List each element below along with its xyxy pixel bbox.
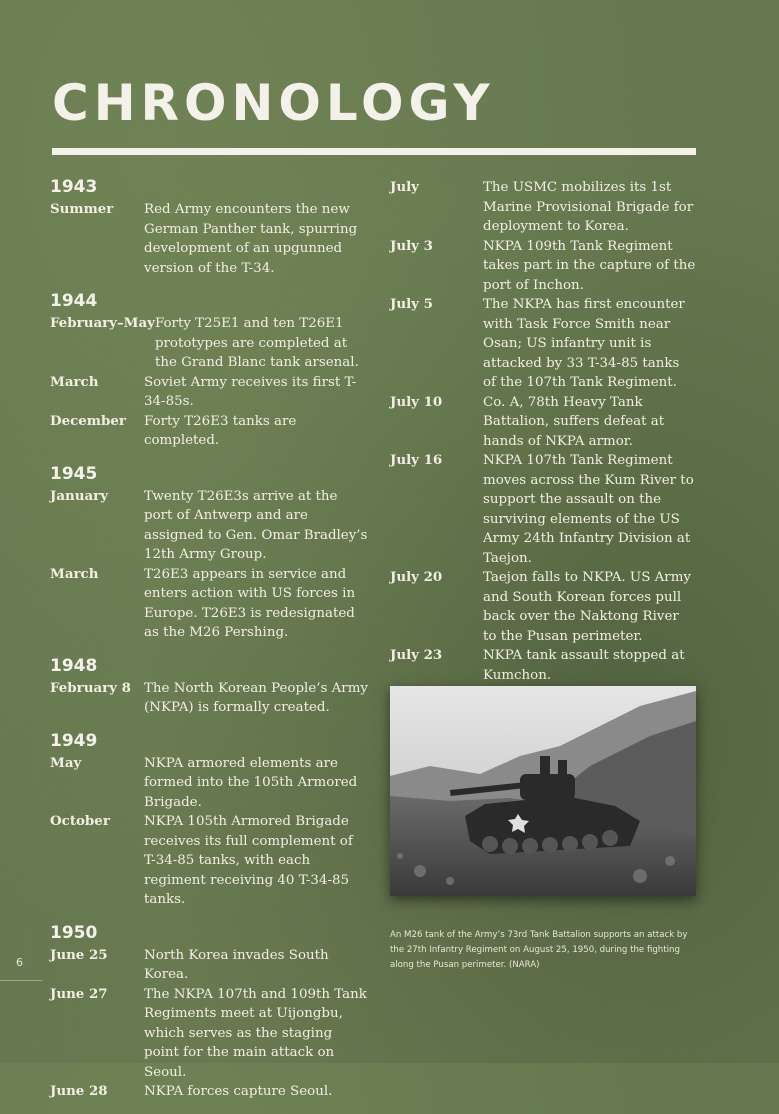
chronology-entry [390,237,696,296]
entry-text: NKPA 109th Tank Regiment takes part in the capture of the port of Inchon. [483,238,696,293]
chronology-entry [390,393,696,452]
chronology-entry [50,946,368,985]
entry-text: NKPA 105th Armored Brigade receives its full complement of T-34-85 tanks, with each regiment receiving 40 T-34-85 tanks. [144,814,353,907]
year-section [50,290,368,451]
entry-text: Red Army encounters the new German Panther tank, spurring development of an upgunned version of the T-34. [144,202,358,276]
entry-date: July 16 [390,452,443,468]
entry-date: June 28 [50,1083,108,1099]
year-section [50,655,368,718]
chronology-entry [390,451,696,568]
year-section [50,176,368,278]
year-heading: 1948 [50,655,98,676]
entry-date: June 27 [50,985,108,1002]
year-section [50,730,368,910]
title-rule [52,148,696,155]
entry-date: June 25 [50,946,108,963]
entry-text: NKPA tank assault stopped at Kumchon. [483,648,685,683]
m26-tank-photo [390,686,696,896]
entry-date: July 5 [390,296,433,312]
chronology-entry [50,679,368,718]
chronology-left-column [50,176,368,1114]
chronology-entry [50,812,368,910]
entry-text: The NKPA 107th and 109th Tank Regiments meet at Uijongbu, which serves as the staging point for the main attack on Seoul. [144,986,367,1080]
year-heading: 1949 [50,730,98,751]
entry-date: Summer [50,201,114,217]
entry-date: March [50,565,99,582]
page-number-rule [0,980,42,981]
chronology-entry [50,1082,368,1102]
chronology-right-column [390,178,696,685]
chronology-entry [50,487,368,565]
entry-text: NKPA forces capture Seoul. [144,1084,333,1099]
entry-date: October [50,813,110,829]
year-section [50,463,368,643]
entry-date: February–May [50,315,155,331]
year-heading: 1944 [50,291,98,311]
entry-date: July 3 [390,237,433,254]
chronology-entry [50,412,368,451]
chronology-entry [390,295,696,393]
entry-text: Twenty T26E3s arrive at the port of Antwerp and are assigned to Gen. Omar Bradley’s 12th Army Group. [144,488,368,562]
entry-text: Forty T25E1 and ten T26E1 prototypes are completed at the Grand Blanc tank arsenal. [154,316,359,370]
entry-text: The North Korean People’s Army (NKPA) is formally created. [144,680,368,715]
entry-text: North Korea invades South Korea. [144,947,329,982]
entry-date: January [50,487,108,504]
entry-date: July 23 [390,647,443,663]
entry-text: Co. A, 78th Heavy Tank Battalion, suffers defeat at hands of NKPA armor. [483,394,665,449]
entry-date: July 20 [390,569,443,585]
page-title: CHRONOLOGY [52,74,495,132]
chronology-entry [50,565,368,643]
entry-text: NKPA armored elements are formed into the 105th Armored Brigade. [144,755,358,810]
entry-date: July [390,179,419,195]
entry-text: Taejon falls to NKPA. US Army and South Korean forces pull back over the Naktong River to the Pusan perimeter. [483,570,691,644]
entry-date: February 8 [50,679,131,696]
chronology-entry [50,373,368,412]
chronology-entry [390,568,696,646]
year-heading: 1950 [50,922,98,943]
entry-text: Forty T26E3 tanks are completed. [144,413,297,448]
chronology-entry [50,200,368,278]
entry-text: NKPA 107th Tank Regiment moves across the Kum River to support the assault on the surviving elements of the US Army 24th Infantry Division at Taejon. [483,453,694,566]
entry-date: July 10 [390,393,443,410]
year-section [50,922,368,1102]
chronology-entry [50,754,368,813]
entry-date: March [50,373,99,390]
chronology-entry [50,314,368,373]
photo-caption: An M26 tank of the Army’s 73rd Tank Battalion supports an attack by the 27th Infantry Regiment on August 25, 1950, during the fighting along the Pusan perimeter. (NARA) [390,930,688,970]
page-number: 6 [16,956,23,969]
chronology-entry [390,646,696,685]
entry-text: T26E3 appears in service and enters action with US forces in Europe. T26E3 is redesignated as the M26 Pershing. [144,566,356,640]
entry-date: May [50,754,82,771]
year-heading: 1945 [50,463,98,484]
chronology-entry [50,985,368,1083]
entry-text: The USMC mobilizes its 1st Marine Provisional Brigade for deployment to Korea. [483,180,694,234]
entry-text: Soviet Army receives its first T-34-85s. [144,374,357,409]
entry-text: The NKPA has first encounter with Task Force Smith near Osan; US infantry unit is attacked by 33 T-34-85 tanks of the 107th Tank Regiment. [483,297,685,390]
chronology-entry [390,178,696,237]
entry-date: December [50,412,126,429]
year-heading: 1943 [50,177,98,197]
